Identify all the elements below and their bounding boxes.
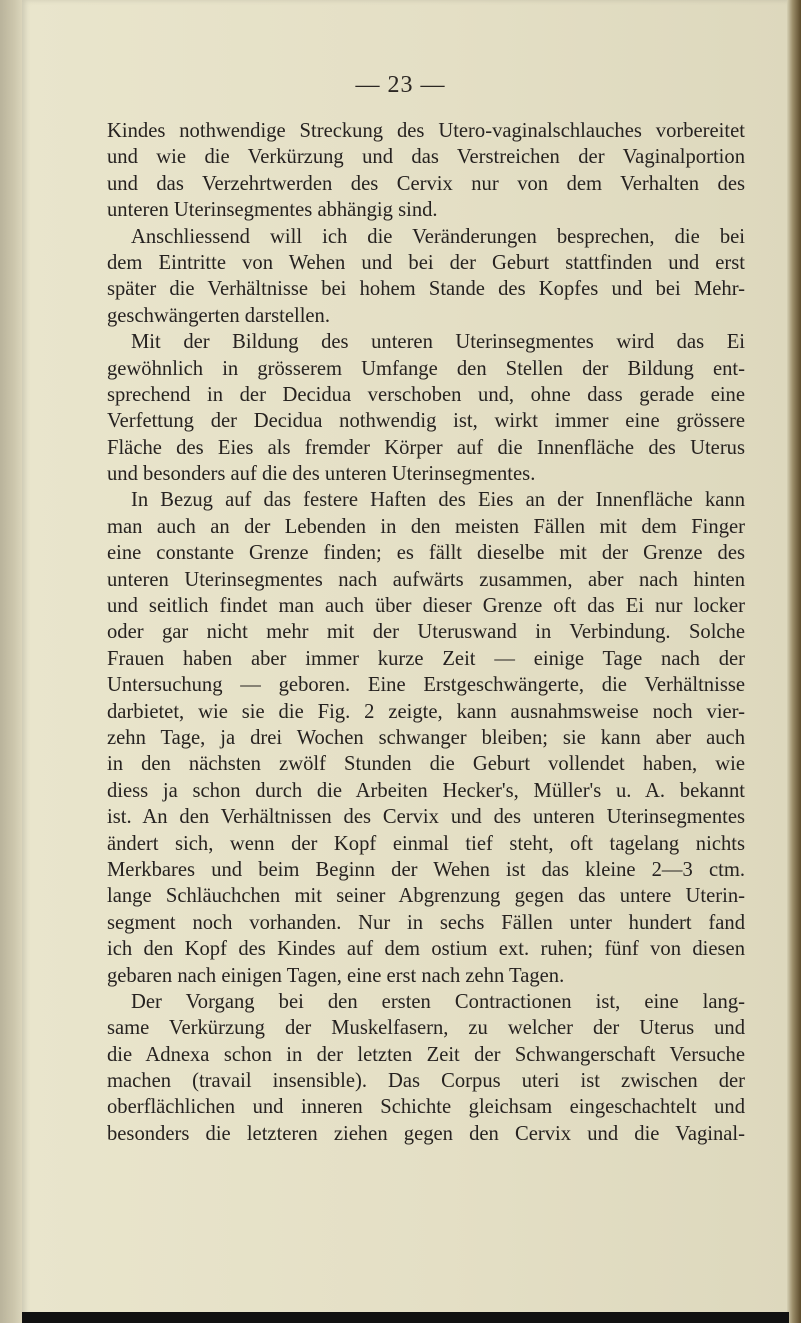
text-line: ist. An den Verhältnissen des Cervix und des unteren Uterinsegmentes [107,806,745,829]
text-line: und das Verzehrtwerden des Cervix nur von dem Verhalten des [107,172,745,195]
text-line: gebaren nach einigen Tagen, eine erst nach zehn Tagen. [107,964,565,987]
text-line: später die Verhältnisse bei hohem Stande des Kopfes und bei Mehr- [107,278,745,301]
text-line: machen (travail insensible). Das Corpus uteri ist zwischen der [107,1070,745,1093]
text-line: same Verkürzung der Muskelfasern, zu welcher der Uterus und [107,1017,745,1040]
text-line: oberflächlichen und inneren Schichte gleichsam eingeschachtelt und [107,1096,745,1119]
text-line: segment noch vorhanden. Nur in sechs Fällen unter hundert fand [107,911,745,934]
text-line: ändert sich, wenn der Kopf einmal tief steht, oft tagelang nichts [107,832,745,855]
text-line: sprechend in der Decidua verschoben und, ohne dass gerade eine [107,383,745,406]
text-line: geschwängerten darstellen. [107,304,331,327]
text-line: eine constante Grenze finden; es fällt dieselbe mit der Grenze des [107,542,745,565]
text-line: Mit der Bildung des unteren Uterinsegmentes wird das Ei [131,331,745,354]
text-line: ich den Kopf des Kindes auf dem ostium ext. ruhen; fünf von diesen [107,938,745,961]
text-line: In Bezug auf das festere Haften des Eies an der Innenfläche kann [131,489,745,512]
text-line: man auch an der Lebenden in den meisten Fällen mit dem Finger [107,515,745,538]
text-line: Verfettung der Decidua nothwendig ist, wirkt immer eine grössere [107,410,745,433]
text-line: oder gar nicht mehr mit der Uteruswand in Verbindung. Solche [107,621,745,644]
text-line: zehn Tage, ja drei Wochen schwanger bleiben; sie kann aber auch [107,726,745,749]
page-number-header: — 23 — [355,72,446,98]
page-bottom-edge [22,1312,789,1323]
page-right-edge [787,0,801,1323]
text-line: besonders die letzteren ziehen gegen den Cervix und die Vaginal- [107,1122,745,1145]
text-line: und seitlich findet man auch über dieser Grenze oft das Ei nur locker [107,595,745,618]
text-line: und wie die Verkürzung und das Verstreichen der Vaginalportion [107,146,745,169]
text-line: Der Vorgang bei den ersten Contractionen ist, eine lang- [131,990,745,1013]
text-line: in den nächsten zwölf Stunden die Geburt vollendet haben, wie [107,753,745,776]
text-line: darbietet, wie sie die Fig. 2 zeigte, kann ausnahmsweise noch vier- [107,700,745,723]
text-line: Fläche des Eies als fremder Körper auf die Innenfläche des Uterus [107,436,745,459]
body-text [107,118,745,1147]
text-line: Frauen haben aber immer kurze Zeit — einige Tage nach der [107,647,745,670]
text-line: Kindes nothwendige Streckung des Utero-vaginalschlauches vorbereitet [107,120,745,142]
text-line: unteren Uterinsegmentes nach aufwärts zusammen, aber nach hinten [107,568,745,591]
text-line: Untersuchung — geboren. Eine Erstgeschwängerte, die Verhältnisse [107,674,745,697]
text-line: dem Eintritte von Wehen und bei der Geburt stattfinden und erst [107,251,745,274]
text-line: unteren Uterinsegmentes abhängig sind. [107,199,438,222]
text-line: diess ja schon durch die Arbeiten Hecker's, Müller's u. A. bekannt [107,779,745,802]
text-line: Merkbares und beim Beginn der Wehen ist das kleine 2—3 ctm. [107,858,745,881]
text-line: gewöhnlich in grösserem Umfange den Stellen der Bildung ent- [107,357,745,380]
page-gutter-shadow [0,0,24,1323]
text-line: Anschliessend will ich die Veränderungen besprechen, die bei [131,225,745,248]
text-line: die Adnexa schon in der letzten Zeit der Schwangerschaft Versuche [107,1043,745,1066]
text-line: und besonders auf die des unteren Uterinsegmentes. [107,463,536,486]
text-line: lange Schläuchchen mit seiner Abgrenzung gegen das untere Uterin- [107,885,745,908]
